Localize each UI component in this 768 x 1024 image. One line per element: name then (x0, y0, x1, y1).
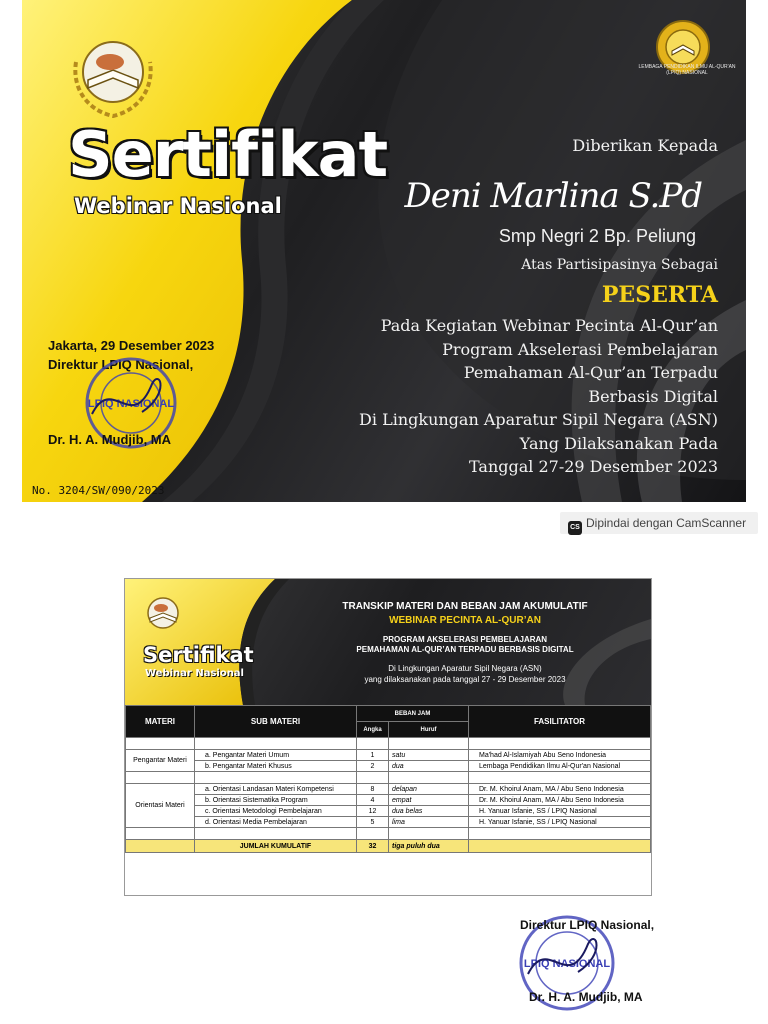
angka-cell: 2 (357, 761, 389, 772)
angka-cell: 12 (357, 806, 389, 817)
certificate-subtitle: Webinar Nasional (74, 194, 282, 218)
angka-cell: 4 (357, 795, 389, 806)
place-date: Jakarta, 29 Desember 2023 (48, 338, 215, 353)
fasilitator-cell: Lembaga Pendidikan Ilmu Al-Qur'an Nasional (469, 761, 651, 772)
table-row (126, 795, 651, 806)
signature-name: Dr. H. A. Mudjib, MA (529, 990, 643, 1004)
sub-materi-cell: b. Orientasi Sistematika Program (195, 795, 357, 806)
transcript-logo-title: Sertifikat (143, 643, 254, 667)
director-name: Dr. H. A. Mudjib, MA (48, 432, 172, 447)
camscanner-badge (560, 512, 758, 534)
participant-role: PESERTA (601, 282, 718, 308)
stamp-text: LPIQ NASIONAL (87, 398, 175, 410)
fasilitator-cell: Dr. M. Khoirul Anam, MA / Abu Seno Indonesia (469, 784, 651, 795)
camscanner-icon: CS (568, 521, 582, 535)
sub-materi-cell: b. Pengantar Materi Khusus (195, 761, 357, 772)
fasilitator-cell: H. Yanuar Isfanie, SS / LPIQ Nasional (469, 817, 651, 828)
given-to-label: Diberikan Kepada (572, 136, 718, 155)
column-header-huruf: Huruf (389, 722, 469, 738)
lpiq-logo-caption: LEMBAGA PENDIDIKAN ILMU AL-QUR'AN (LPIQ) NASIONAL (638, 64, 736, 76)
signature-title: Direktur LPIQ Nasional, (520, 918, 655, 932)
document-number: No. 3204/SW/090/2023 (32, 484, 165, 497)
certificate-page (22, 0, 746, 502)
body-line: Di Lingkungan Aparatur Sipil Negara (ASN) (359, 410, 718, 429)
camscanner-label: Dipindai dengan CamScanner (586, 516, 747, 530)
certificate-body (359, 314, 718, 479)
transcript-logo-subtitle: Webinar Nasional (145, 668, 244, 679)
huruf-cell: delapan (389, 784, 469, 795)
context-line: yang dilaksanakan pada tanggal 27 - 29 Desember 2023 (364, 675, 566, 684)
huruf-cell: lima (389, 817, 469, 828)
table-row (126, 761, 651, 772)
certificate-title: Sertifikat (68, 118, 388, 191)
recipient-name: Deni Marlina S.Pd (404, 176, 702, 216)
materi-cell: Pengantar Materi (126, 750, 195, 772)
context-line: Di Lingkungan Aparatur Sipil Negara (ASN) (388, 664, 542, 673)
transcript-program (295, 635, 635, 655)
column-header-angka: Angka (357, 722, 389, 738)
total-label: JUMLAH KUMULATIF (195, 840, 357, 853)
total-angka: 32 (357, 840, 389, 853)
angka-cell: 5 (357, 817, 389, 828)
transcript-table (125, 705, 651, 853)
fasilitator-cell: Ma'had Al-Islamiyah Abu Seno Indonesia (469, 750, 651, 761)
huruf-cell: satu (389, 750, 469, 761)
program-line: PEMAHAMAN AL-QUR’AN TERPADU BERBASIS DIGITAL (356, 645, 574, 654)
total-blank-cell (126, 840, 195, 853)
total-blank-cell (469, 840, 651, 853)
transcript-page (124, 578, 652, 896)
body-line: Yang Dilaksanakan Pada (519, 433, 718, 453)
recipient-school: Smp Negri 2 Bp. Peliung (498, 226, 696, 246)
angka-cell: 8 (357, 784, 389, 795)
huruf-cell: dua belas (389, 806, 469, 817)
total-huruf: tiga puluh dua (389, 840, 469, 853)
column-header-materi: MATERI (126, 706, 195, 738)
director-title: Direktur LPIQ Nasional, (48, 357, 194, 372)
table-row (126, 817, 651, 828)
fasilitator-cell: H. Yanuar Isfanie, SS / LPIQ Nasional (469, 806, 651, 817)
fasilitator-cell: Dr. M. Khoirul Anam, MA / Abu Seno Indonesia (469, 795, 651, 806)
table-row (126, 784, 651, 795)
total-row (126, 840, 651, 853)
body-line: Pemahaman Al-Qur’an Terpadu (463, 363, 718, 382)
sub-materi-cell: c. Orientasi Metodologi Pembelajaran (195, 806, 357, 817)
table-row (126, 828, 651, 840)
transcript-header (125, 579, 651, 705)
materi-cell: Orientasi Materi (126, 784, 195, 828)
body-line: Tanggal 27-29 Desember 2023 (468, 457, 718, 476)
table-row (126, 738, 651, 750)
body-line: Pada Kegiatan Webinar Pecinta Al-Qur’an (380, 316, 718, 335)
transcript-context (295, 663, 635, 685)
sub-materi-cell: a. Pengantar Materi Umum (195, 750, 357, 761)
body-line: Berbasis Digital (588, 386, 718, 406)
participation-label: Atas Partisipasinya Sebagai (521, 257, 718, 273)
transcript-event-name: WEBINAR PECINTA AL-QUR’AN (389, 615, 541, 626)
column-header-beban-jam: BEBAN JAM (357, 706, 469, 722)
sub-materi-cell: a. Orientasi Landasan Materi Kompetensi (195, 784, 357, 795)
transcript-heading: TRANSKIP MATERI DAN BEBAN JAM AKUMULATIF (342, 601, 588, 612)
column-header-sub-materi: SUB MATERI (195, 706, 357, 738)
quran-emblem-icon (66, 32, 160, 126)
quran-emblem-icon (139, 593, 187, 641)
table-row (126, 750, 651, 761)
table-row (126, 806, 651, 817)
column-header-fasilitator: FASILITATOR (469, 706, 651, 738)
huruf-cell: empat (389, 795, 469, 806)
angka-cell: 1 (357, 750, 389, 761)
table-row (126, 772, 651, 784)
stamp-text: LPIQ NASIONAL (523, 958, 611, 970)
program-line: PROGRAM AKSELERASI PEMBELAJARAN (382, 635, 548, 644)
body-line: Program Akselerasi Pembelajaran (442, 339, 718, 359)
sub-materi-cell: d. Orientasi Media Pembelajaran (195, 817, 357, 828)
huruf-cell: dua (389, 761, 469, 772)
